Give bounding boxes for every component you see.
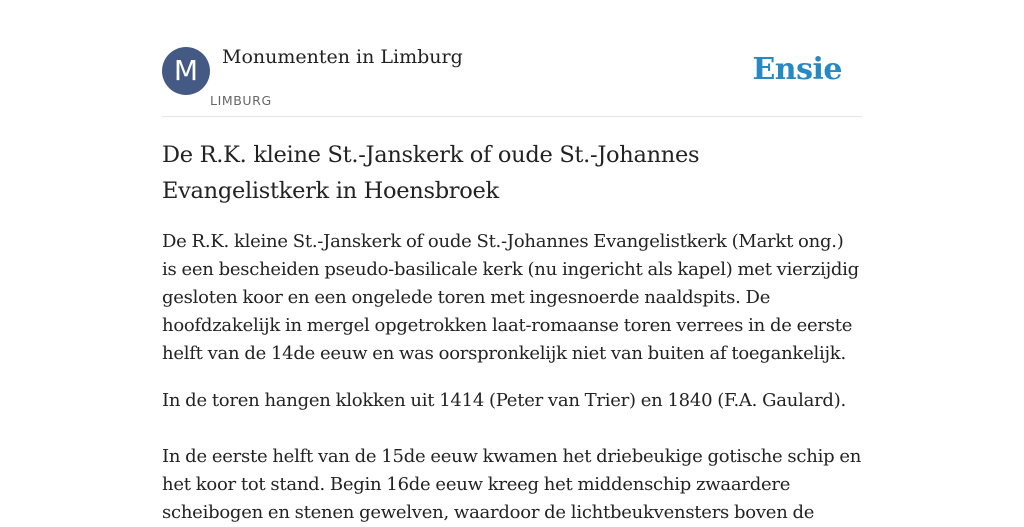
content-container — [162, 0, 862, 523]
article-paragraph: In de toren hangen klokken uit 1414 (Peter van Trier) en 1840 (F.A. Gaulard). — [162, 390, 846, 411]
category-tag-link[interactable]: LIMBURG — [210, 93, 272, 108]
brand-logo[interactable]: Ensie — [752, 52, 842, 87]
article-title: De R.K. kleine St.-Janskerk of oude St.-Johannes Evangelistkerk in Hoensbroek — [162, 142, 700, 204]
article-paragraph: De R.K. kleine St.-Janskerk of oude St.-Johannes Evangelistkerk (Markt ong.) is een bescheiden pseudo-basilicale kerk (nu ingericht als kapel) met vierzijdig gesloten koor en een ongelede toren met ingesnoerde naaldspits. De hoofdzakelijk in mergel opgetrokken laat-romaanse toren verrees in de eerste helft van de 14de eeuw en was oorspronkelijk niet van buiten af toegankelijk. — [162, 231, 859, 364]
article-paragraph: In de eerste helft van de 15de eeuw kwamen het driebeukige gotische schip en het koor tot stand. Begin 16de eeuw kreeg het middenschip zwaardere scheibogen en stenen gewelven, waardoor de lichtbeukvensters boven de — [162, 446, 862, 523]
avatar[interactable]: M — [162, 47, 210, 95]
site-title-link[interactable]: Monumenten in Limburg — [222, 46, 463, 68]
header — [162, 0, 862, 117]
